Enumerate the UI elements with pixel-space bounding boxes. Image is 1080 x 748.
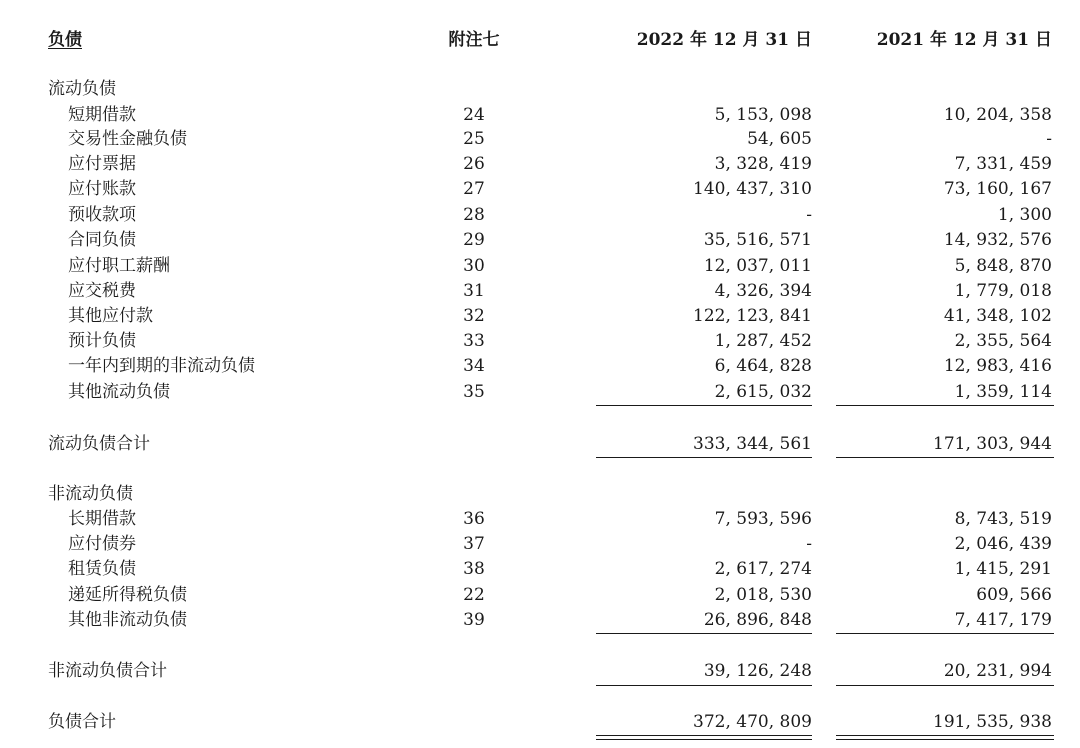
double-rule-upper <box>836 735 1054 736</box>
section-title-noncurrent: 非流动负债 <box>48 484 133 504</box>
table-row: 租赁负债 38 2, 617, 274 1, 415, 291 <box>68 559 1052 579</box>
noncurrent-liabilities-total-row: 非流动负债合计 39, 126, 248 20, 231, 994 <box>48 661 1052 681</box>
table-row: 应付职工薪酬 30 12, 037, 011 5, 848, 870 <box>68 256 1052 276</box>
note-column-header: 附注七 <box>448 30 500 50</box>
subtotal-rule <box>596 405 812 406</box>
table-row: 预收款项 28 - 1, 300 <box>68 205 1052 225</box>
total-liabilities-row: 负债合计 372, 470, 809 191, 535, 938 <box>48 712 1052 732</box>
current-liabilities-total-row: 流动负债合计 333, 344, 561 171, 303, 944 <box>48 434 1052 454</box>
table-row: 应付账款 27 140, 437, 310 73, 160, 167 <box>68 179 1052 199</box>
table-row: 应付票据 26 3, 328, 419 7, 331, 459 <box>68 154 1052 174</box>
liabilities-heading: 负债 <box>48 30 82 50</box>
subtotal-rule <box>596 633 812 634</box>
table-row: 递延所得税负债 22 2, 018, 530 609, 566 <box>68 585 1052 605</box>
total-rule <box>836 685 1054 686</box>
table-row: 预计负债 33 1, 287, 452 2, 355, 564 <box>68 331 1052 351</box>
double-rule-upper <box>596 735 812 736</box>
subtotal-rule <box>836 405 1054 406</box>
table-header <box>0 28 1080 52</box>
column-2022-header: 2022 年 12 月 31 日 <box>636 30 812 50</box>
table-row: 合同负债 29 35, 516, 571 14, 932, 576 <box>68 230 1052 250</box>
column-2021-header: 2021 年 12 月 31 日 <box>876 30 1052 50</box>
total-rule <box>596 685 812 686</box>
table-row: 其他应付款 32 122, 123, 841 41, 348, 102 <box>68 306 1052 326</box>
double-rule-lower <box>596 739 812 740</box>
table-row: 其他流动负债 35 2, 615, 032 1, 359, 114 <box>68 382 1052 402</box>
table-row: 一年内到期的非流动负债 34 6, 464, 828 12, 983, 416 <box>68 356 1052 376</box>
table-row: 长期借款 36 7, 593, 596 8, 743, 519 <box>68 509 1052 529</box>
table-row: 应付债券 37 - 2, 046, 439 <box>68 534 1052 554</box>
double-rule-lower <box>836 739 1054 740</box>
total-rule <box>596 457 812 458</box>
subtotal-rule <box>836 633 1054 634</box>
total-rule <box>836 457 1054 458</box>
table-row: 应交税费 31 4, 326, 394 1, 779, 018 <box>68 281 1052 301</box>
table-row: 交易性金融负债 25 54, 605 - <box>68 129 1052 149</box>
table-row: 其他非流动负债 39 26, 896, 848 7, 417, 179 <box>68 610 1052 630</box>
table-row: 短期借款 24 5, 153, 098 10, 204, 358 <box>68 105 1052 125</box>
section-title-current: 流动负债 <box>48 79 116 99</box>
